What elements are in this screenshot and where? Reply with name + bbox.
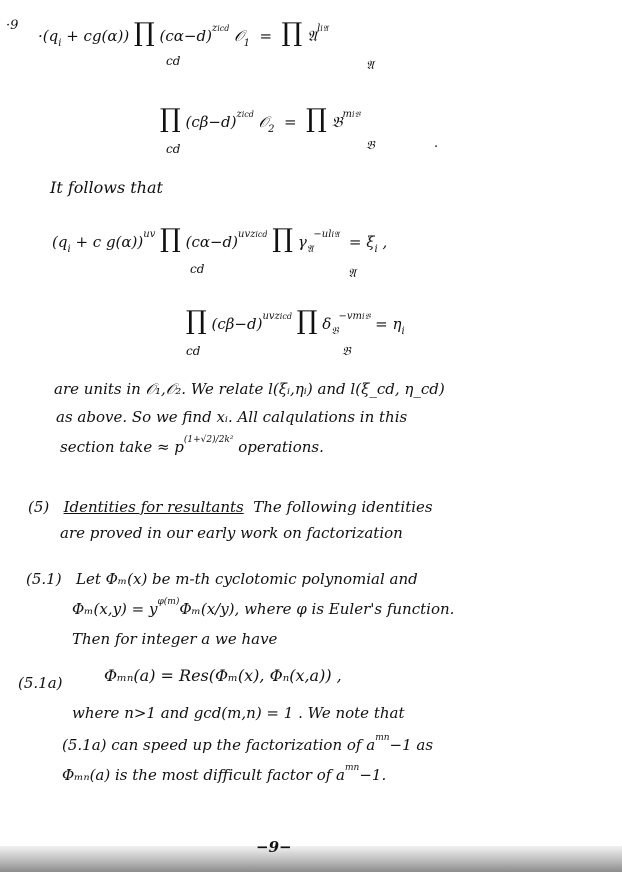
- eq2-exp: zicd: [236, 109, 254, 120]
- eq1-equals: =: [259, 27, 273, 45]
- eq4-delta: δ: [322, 315, 332, 333]
- eq4-under-rhs: 𝔅: [342, 344, 351, 358]
- equation-2: [160, 104, 361, 135]
- eq4-under-cd: cd: [186, 344, 201, 358]
- eq2-field-sub: 2: [268, 124, 275, 135]
- s51a-equation: Φₘₙ(a) = Res(Φₘ(x), Φₙ(x,a)) ,: [104, 666, 342, 685]
- section-title: Identities for resultants: [63, 498, 244, 516]
- s51-line2-a: Φₘ(x,y) = y: [72, 600, 158, 618]
- eq3-gamma-exp: −uli𝔄: [313, 229, 340, 240]
- eq3-prefix-sub: i: [67, 244, 71, 255]
- eq4-delta-sub: 𝔅: [331, 326, 339, 337]
- eq2-rhs: 𝔅: [331, 113, 343, 131]
- eq1-rhs-exp: li𝔄: [317, 23, 329, 34]
- product-symbol: ∏: [186, 306, 207, 336]
- scan-shadow: [0, 846, 622, 872]
- equation-4: [186, 306, 405, 337]
- section-heading: [28, 498, 433, 516]
- eq1-field: 𝒪: [234, 27, 244, 45]
- eq3-factor: (cα−d): [185, 233, 239, 251]
- eq3-gamma: γ: [297, 233, 307, 251]
- eq3-comma: ,: [382, 233, 388, 251]
- eq2-equals: =: [284, 113, 297, 131]
- para1-line3: [60, 435, 324, 456]
- s51-line1: Let Φₘ(x) be m-th cyclotomic polynomial and: [76, 570, 418, 588]
- eq1-under-rhs: 𝔄: [366, 58, 374, 72]
- s51a-line2-b: −1 as: [389, 736, 434, 754]
- eq3-under-cd: cd: [190, 262, 205, 276]
- s51a-line2-a: (5.1a) can speed up the factorization of a: [62, 736, 376, 754]
- equation-3: [52, 224, 388, 255]
- eq4-factor: (cβ−d): [211, 315, 263, 333]
- s51a-line1: where n>1 and gcd(m,n) = 1 . We note that: [72, 704, 405, 722]
- eq3-gamma-sub: 𝔄: [306, 244, 314, 255]
- eq4-exp: uvzicd: [262, 311, 292, 322]
- eq1-prefix: ·(q: [38, 27, 59, 45]
- eq4-rhs-sub: i: [401, 326, 405, 337]
- product-symbol-2: ∏: [272, 224, 294, 254]
- complexity-exponent: (1+√2)/2k²: [183, 435, 234, 445]
- s51a-line3-b: −1.: [359, 766, 387, 784]
- eq1-factor: (cα−d): [159, 27, 212, 45]
- eq4-rhs: η: [392, 315, 402, 333]
- eq3-prefix: (q: [52, 233, 68, 251]
- s51a-line3-a: Φₘₙ(a) is the most difficult factor of a: [62, 766, 346, 784]
- eq2-rhs-exp: mi𝔅: [342, 109, 361, 120]
- s51-line2-b: Φₘ(x/y), where φ is Euler's function.: [179, 600, 455, 618]
- eq3-equals: =: [348, 233, 362, 251]
- product-symbol-2: ∏: [281, 18, 303, 48]
- follows-text: It follows that: [50, 178, 163, 197]
- eq4-delta-exp: −vmi𝔅: [338, 311, 371, 322]
- eq4-equals: =: [375, 315, 388, 333]
- eq3-under-rhs: 𝔄: [348, 266, 356, 280]
- eq1-exp: zicd: [211, 23, 230, 34]
- eq1-field-sub: 1: [243, 38, 250, 49]
- para1-line1: are units in 𝒪₁,𝒪₂. We relate l(ξᵢ,ηᵢ) and l(ξ_cd, η_cd): [54, 380, 445, 398]
- page-number: −9−: [256, 838, 292, 856]
- para1-line3-text: section take ≈ p: [60, 438, 184, 456]
- eq1-prefix-rest: + cg(α)): [66, 27, 130, 45]
- eq3-prefix-sup: uv: [143, 229, 156, 240]
- product-symbol-2: ∏: [306, 104, 327, 134]
- eq1-prefix-sub: i: [58, 38, 62, 49]
- para1-line2: as above. So we find xᵢ. All calqulations in this: [56, 408, 408, 426]
- label-5-1a: (5.1a): [18, 674, 63, 692]
- equation-1: [38, 18, 329, 49]
- s51-line3: Then for integer a we have: [72, 630, 278, 648]
- label-5-1: (5.1): [26, 570, 62, 588]
- product-symbol-2: ∏: [296, 306, 318, 336]
- s51a-line2-sup: mn: [375, 733, 390, 743]
- s51-line2: [72, 597, 455, 618]
- eq1-under-cd: cd: [166, 54, 181, 68]
- s51a-line3: [62, 763, 387, 784]
- eq3-rhs-sub: i: [374, 244, 378, 255]
- eq2-dot: .: [434, 136, 439, 151]
- section-text-2: are proved in our early work on factorization: [60, 524, 403, 542]
- s51-line2-sup: φ(m): [157, 597, 180, 607]
- eq1-rhs: 𝔄: [307, 27, 318, 45]
- eq2-factor: (cβ−d): [185, 113, 237, 131]
- eq2-under-cd: cd: [166, 142, 181, 156]
- section-text-1: The following identities: [253, 498, 433, 516]
- product-symbol: ∏: [160, 104, 181, 134]
- eq3-exp: uvzicd: [238, 229, 268, 240]
- s51a-line3-sup: mn: [345, 763, 360, 773]
- eq3-rhs: ξ: [366, 233, 375, 251]
- para1-line3-end: operations.: [238, 438, 324, 456]
- margin-mark: ·9: [6, 18, 19, 33]
- eq2-field: 𝒪: [258, 113, 269, 131]
- section-number: (5): [28, 498, 50, 516]
- eq3-prefix-rest: + c g(α)): [75, 233, 144, 251]
- product-symbol: ∏: [134, 18, 155, 48]
- eq2-under-rhs: 𝔅: [366, 138, 375, 152]
- s51a-line2: [62, 733, 434, 754]
- product-symbol: ∏: [160, 224, 181, 254]
